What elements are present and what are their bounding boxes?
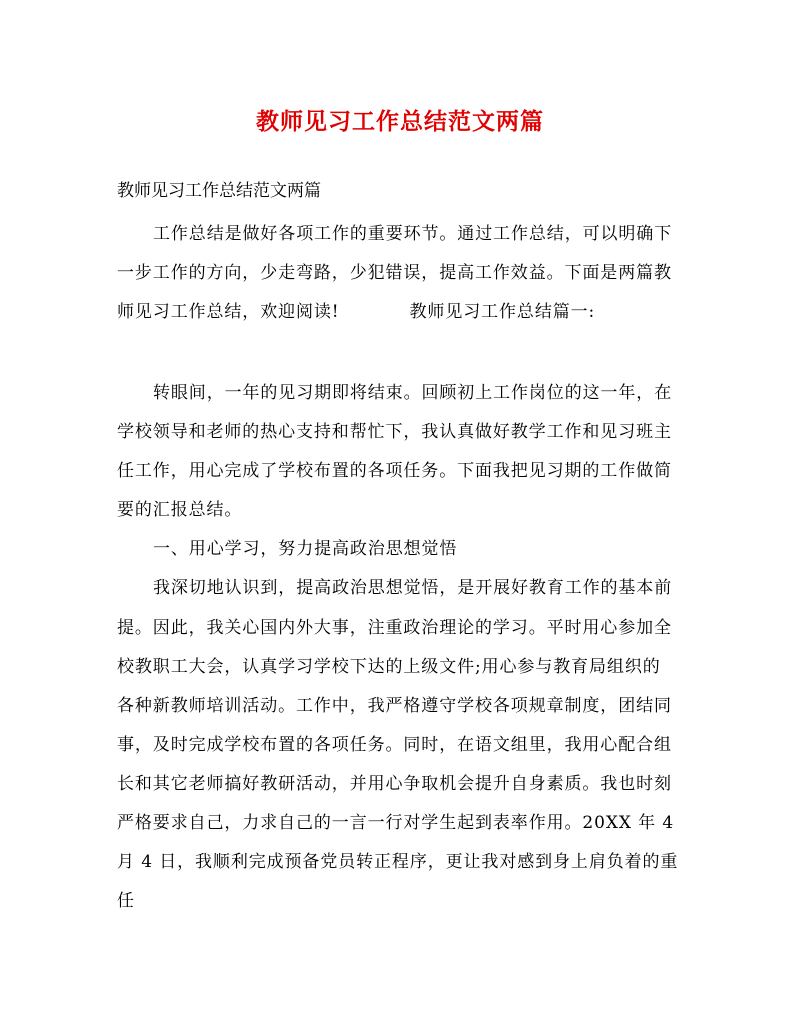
para2-line-3: 校教职工大会，认真学习学校下达的上级文件;用心参与教育局组织的 — [117, 657, 661, 677]
intro-line-3 — [117, 297, 595, 327]
para2-line-7: 严格要求自己，力求自己的一言一行对学生起到表率作用。20XX 年 4 — [117, 813, 675, 833]
para2-line-2: 提。因此，我关心国内外大事，注重政治理论的学习。平时用心参加全 — [117, 618, 672, 638]
part-one-heading: 教师见习工作总结篇一: — [409, 302, 596, 322]
para1-line-4: 要的汇报总结。 — [117, 500, 243, 520]
intro-line-2: 一步工作的方向，少走弯路，少犯错误，提高工作效益。下面是两篇教 — [117, 263, 672, 283]
para2-line-5: 事，及时完成学校布置的各项任务。同时，在语文组里，我用心配合组 — [117, 735, 672, 755]
intro-line-3-text: 师见习工作总结，欢迎阅读! — [117, 302, 340, 322]
document-subtitle: 教师见习工作总结范文两篇 — [117, 181, 321, 201]
para1-line-1: 转眼间，一年的见习期即将结束。回顾初上工作岗位的这一年，在 — [153, 383, 673, 403]
document-title: 教师见习工作总结范文两篇 — [256, 108, 544, 135]
para2-line-6: 长和其它老师搞好教研活动，并用心争取机会提升自身素质。我也时刻 — [117, 774, 672, 794]
section1-heading: 一、用心学习，努力提高政治思想觉悟 — [153, 539, 458, 559]
para1-line-3: 任工作，用心完成了学校布置的各项任务。下面我把见习期的工作做简 — [117, 461, 672, 481]
para1-line-2: 学校领导和老师的热心支持和帮忙下，我认真做好教学工作和见习班主 — [117, 422, 672, 442]
intro-line-1: 工作总结是做好各项工作的重要环节。通过工作总结，可以明确下 — [153, 224, 673, 244]
para2-line-9: 任 — [117, 891, 135, 911]
para2-line-4: 各种新教师培训活动。工作中，我严格遵守学校各项规章制度，团结同 — [117, 696, 672, 716]
para2-line-8: 月 4 日，我顺利完成预备党员转正程序，更让我对感到身上肩负着的重 — [117, 852, 679, 872]
para2-line-1: 我深切地认识到，提高政治思想觉悟，是开展好教育工作的基本前 — [153, 578, 673, 598]
